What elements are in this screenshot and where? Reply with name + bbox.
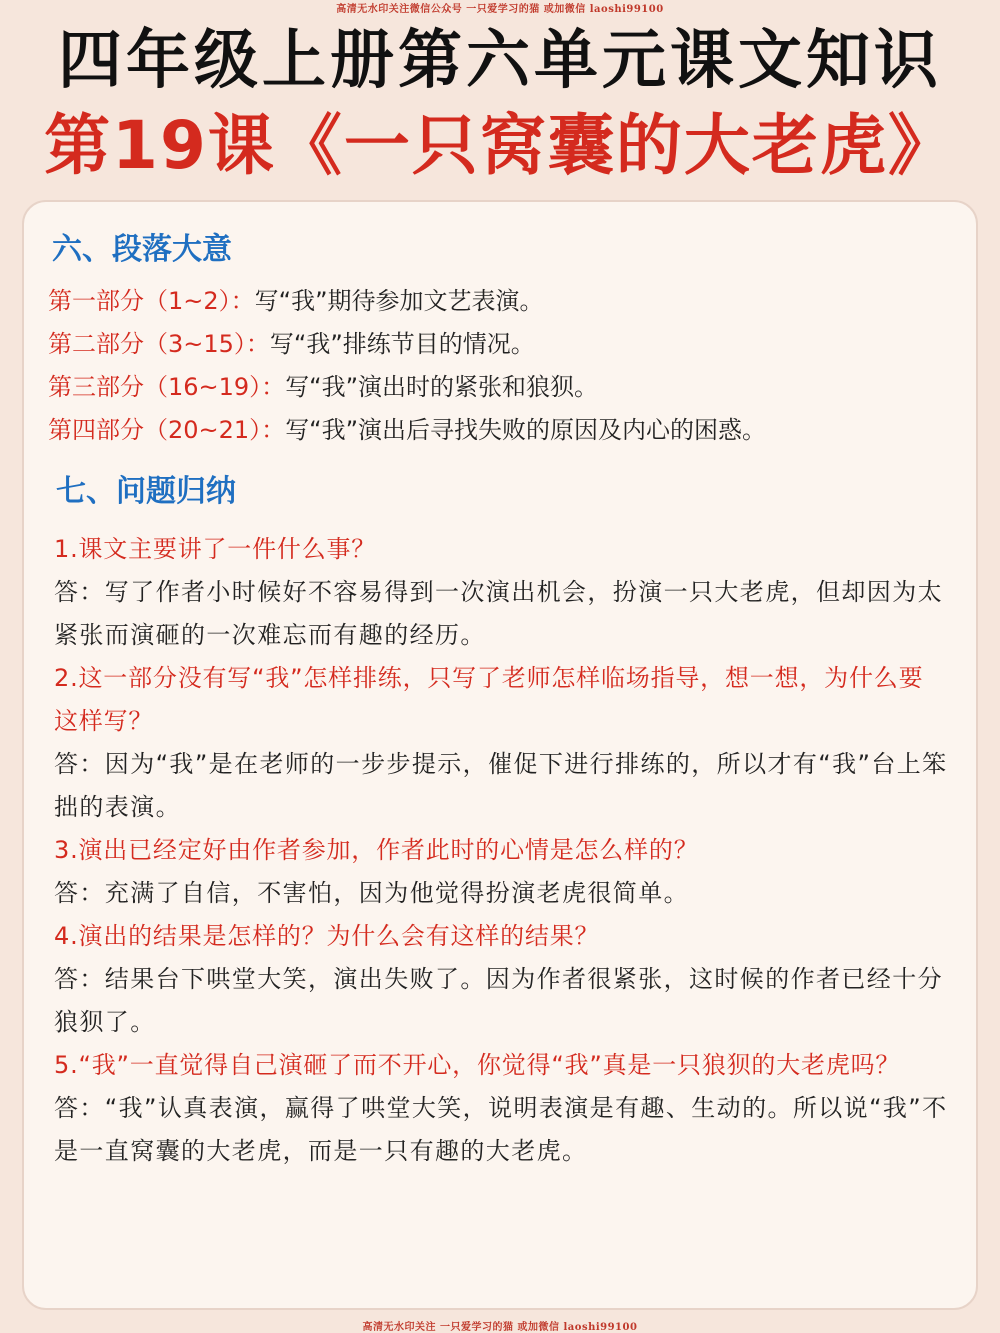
watermark-top: 高清无水印关注微信公众号 一只爱学习的猫 或加微信 laoshi99100 bbox=[336, 4, 664, 15]
question-text: 3.演出已经定好由作者参加，作者此时的心情是怎么样的？ bbox=[54, 836, 699, 864]
question-text: 5.“我”一直觉得自己演砸了而不开心，你觉得“我”真是一只狼狈的大老虎吗？ bbox=[54, 1051, 901, 1079]
summary-item bbox=[48, 323, 948, 366]
question-text: 2.这一部分没有写“我”怎样排练，只写了老师怎样临场指导，想一想，为什么要这样写？ bbox=[54, 664, 924, 735]
summary-item bbox=[48, 409, 948, 452]
summary-item-label: 第二部分（3~15）： bbox=[48, 330, 270, 358]
content-card bbox=[22, 200, 978, 1310]
summary-item-label: 第三部分（16~19）： bbox=[48, 373, 286, 401]
question-text: 1.课文主要讲了一件什么事？ bbox=[54, 535, 377, 563]
summary-item-text: 写“我”演出时的紧张和狼狈。 bbox=[285, 373, 599, 401]
watermark-bottom: 高清无水印关注 一只爱学习的猫 或加微信 laoshi99100 bbox=[362, 1322, 638, 1333]
answer-text: 答：因为“我”是在老师的一步步提示，催促下进行排练的，所以才有“我”台上笨拙的表演。 bbox=[54, 750, 948, 821]
question-list bbox=[54, 528, 948, 1173]
answer-text: 答：结果台下哄堂大笑，演出失败了。因为作者很紧张，这时候的作者已经十分狼狈了。 bbox=[54, 965, 943, 1036]
answer-text: 答：“我”认真表演，赢得了哄堂大笑，说明表演是有趣、生动的。所以说“我”不是一直窝囊的大老虎，而是一只有趣的大老虎。 bbox=[54, 1094, 948, 1165]
summary-item bbox=[48, 366, 948, 409]
lesson-title: 第19课《一只窝囊的大老虎》 bbox=[44, 107, 956, 184]
paragraph-summary-list bbox=[48, 280, 948, 452]
answer-text: 答：写了作者小时候好不容易得到一次演出机会，扮演一只大老虎，但却因为太紧张而演砸的一次难忘而有趣的经历。 bbox=[54, 578, 943, 649]
section-heading-paragraph-summary: 六、段落大意 bbox=[52, 232, 232, 267]
summary-item-text: 写“我”演出后寻找失败的原因及内心的困惑。 bbox=[285, 416, 767, 444]
summary-item bbox=[48, 280, 948, 323]
answer-text: 答：充满了自信，不害怕，因为他觉得扮演老虎很简单。 bbox=[54, 879, 689, 907]
section-heading-question-summary: 七、问题归纳 bbox=[56, 474, 236, 509]
summary-item-label: 第一部分（1~2）： bbox=[48, 287, 255, 315]
summary-item-text: 写“我”期待参加文艺表演。 bbox=[254, 287, 544, 315]
summary-item-label: 第四部分（20~21）： bbox=[48, 416, 286, 444]
question-text: 4.演出的结果是怎样的？为什么会有这样的结果？ bbox=[54, 922, 600, 950]
summary-item-text: 写“我”排练节目的情况。 bbox=[269, 330, 535, 358]
page-title: 四年级上册第六单元课文知识 bbox=[58, 24, 942, 98]
